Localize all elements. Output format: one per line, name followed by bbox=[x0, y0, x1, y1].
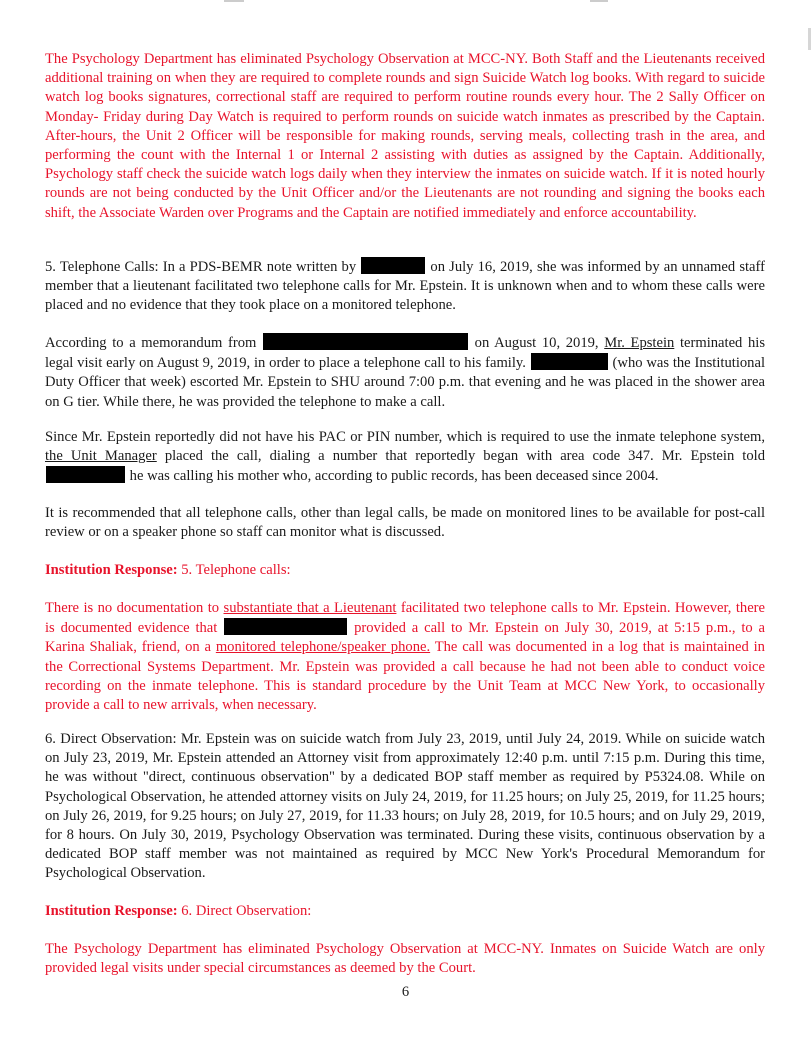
recommendation-paragraph bbox=[45, 504, 765, 542]
memorandum-paragraph bbox=[45, 333, 765, 412]
direct-observation-paragraph bbox=[45, 730, 765, 884]
pac-pin-paragraph bbox=[45, 428, 765, 487]
institution-response-6-paragraph bbox=[45, 940, 765, 978]
redaction-bar bbox=[46, 466, 125, 483]
telephone-calls-text: 5. Telephone Calls: In a PDS-BEMR note written by bbox=[45, 259, 357, 275]
underlined-phrase: monitored telephone/speaker phone. bbox=[215, 639, 431, 656]
institution-response-6-heading bbox=[45, 902, 765, 921]
telephone-calls-text: on July 16, 2019, she was informed by an unnamed staff member that a lieutenant facilitated two telephone calls for Mr. Epstein. It is unknown when and to whom these calls were placed and no evidence that they took place on a monitored telephone. bbox=[45, 259, 765, 314]
pac-pin-text: Since Mr. Epstein reportedly did not have his PAC or PIN number, which is required to use the inmate telephone system, bbox=[45, 429, 765, 445]
scan-mark bbox=[590, 0, 608, 2]
response-heading-text: 5. Telephone calls: bbox=[177, 562, 291, 578]
psychology-response-paragraph bbox=[45, 50, 765, 223]
redaction-bar bbox=[263, 333, 468, 350]
underlined-phrase: substantiate that a Lieutenant bbox=[223, 600, 397, 616]
institution-response-5-heading bbox=[45, 561, 765, 580]
memorandum-text: on August 10, 2019, bbox=[474, 335, 599, 351]
redaction-bar bbox=[531, 353, 608, 370]
memorandum-text: (who was the Institutional Duty Officer that week) escorted Mr. Epstein to SHU around 7:00 p.m. that evening and he was placed in the shower area on G tier. While there, he was provided the telephone to make a call. bbox=[45, 355, 765, 410]
direct-observation-text: 6. Direct Observation: Mr. Epstein was on suicide watch from July 23, 2019, until July 24, 2019. While on suicide watch on July 23, 2019, Mr. Epstein attended an Attorney visit from approximately 12:40 p.m. until 7:15 p.m. During this time, he was without "direct, continuous observation" by a dedicated BOP staff member as required by P5324.08. While on Psychological Observation, he attended attorney visits on July 24, 2019, for 11.25 hours; on July 25, 2019, for 11.25 hours; on July 26, 2019, for 9.25 hours; on July 27, 2019, for 11.33 hours; on July 28, 2019, for 10.5 hours; and on July 29, 2019, for 8 hours. On July 30, 2019, Psychology Observation was terminated. During these visits, continuous observation by a dedicated BOP staff member was not maintained as required by MCC New York's Procedural Memorandum for Psychological Observation. bbox=[45, 731, 765, 882]
recommendation-text: It is recommended that all telephone calls, other than legal calls, be made on monitored lines to be available for post-call review or on a speaker phone so staff can monitor what is discussed. bbox=[45, 505, 765, 541]
page-number: 6 bbox=[401, 984, 410, 1000]
response-heading-text: 6. Direct Observation: bbox=[177, 903, 312, 919]
underlined-name: Mr. Epstein bbox=[604, 335, 675, 351]
response-text: provided a call to Mr. Epstein on July 30, 2019, at 5:15 p.m., to a Karina Shaliak, friend, on a bbox=[45, 620, 766, 656]
psychology-response-text: The Psychology Department has eliminated Psychology Observation at MCC-NY. Both Staff and the Lieutenants received additional training on when they are required to complete rounds and sign Suicide Watch log books. With regard to suicide watch log books signatures, correctional staff are required to perform routine rounds every hour. The 2 Sally Officer on Monday- Friday during Day Watch is required to perform rounds on suicide watch inmates as prescribed by the Captain. After-hours, the Unit 2 Officer will be responsible for making rounds, serving meals, collecting trash in the area, and performing the count with the Internal 1 or Internal 2 assisting with duties as assigned by the Captain. Additionally, Psychology staff check the suicide watch logs daily when they interview the inmates on suicide watch. If it is noted hourly rounds are not being conducted by the Unit Officer and/or the Lieutenants are not rounding and signing the books each shift, the Associate Warden over Programs and the Captain are notified immediately and enforce accountability. bbox=[45, 51, 765, 221]
response-text: The Psychology Department has eliminated Psychology Observation at MCC-NY. Inmates on Suicide Watch are only provided legal visits under special circumstances as deemed by the Court. bbox=[45, 941, 765, 977]
underlined-unit-manager: the Unit Manager bbox=[45, 448, 157, 465]
institution-response-5-paragraph bbox=[45, 599, 765, 715]
response-label: Institution Response: bbox=[45, 562, 178, 578]
response-text: facilitated two telephone calls to Mr. Epstein. However, there is documented evidence that bbox=[45, 600, 766, 637]
response-label: Institution Response: bbox=[45, 903, 178, 919]
scan-mark bbox=[224, 0, 244, 2]
telephone-calls-paragraph bbox=[45, 257, 765, 316]
redaction-bar bbox=[224, 618, 347, 635]
response-text: The call was documented in a log that is maintained in the Correctional Systems Department. Mr. Epstein was provided a call because he had not been able to conduct voice recording on the inmate telephone. This is standard procedure by the Unit Team at MCC New York, to occasionally provide a call to new arrivals, when necessary. bbox=[45, 639, 765, 714]
pac-pin-text: he was calling his mother who, according to public records, has been deceased since 2004. bbox=[129, 468, 659, 485]
memorandum-text: terminated his legal visit early on August 9, 2019, in order to place a telephone call to his family. bbox=[45, 335, 766, 372]
memorandum-text: According to a memorandum from bbox=[45, 335, 257, 351]
redaction-bar bbox=[361, 257, 425, 274]
pac-pin-text: placed the call, dialing a number that reportedly began with area code 347. Mr. Epstein told bbox=[164, 448, 765, 465]
response-text: There is no documentation to bbox=[45, 600, 220, 616]
